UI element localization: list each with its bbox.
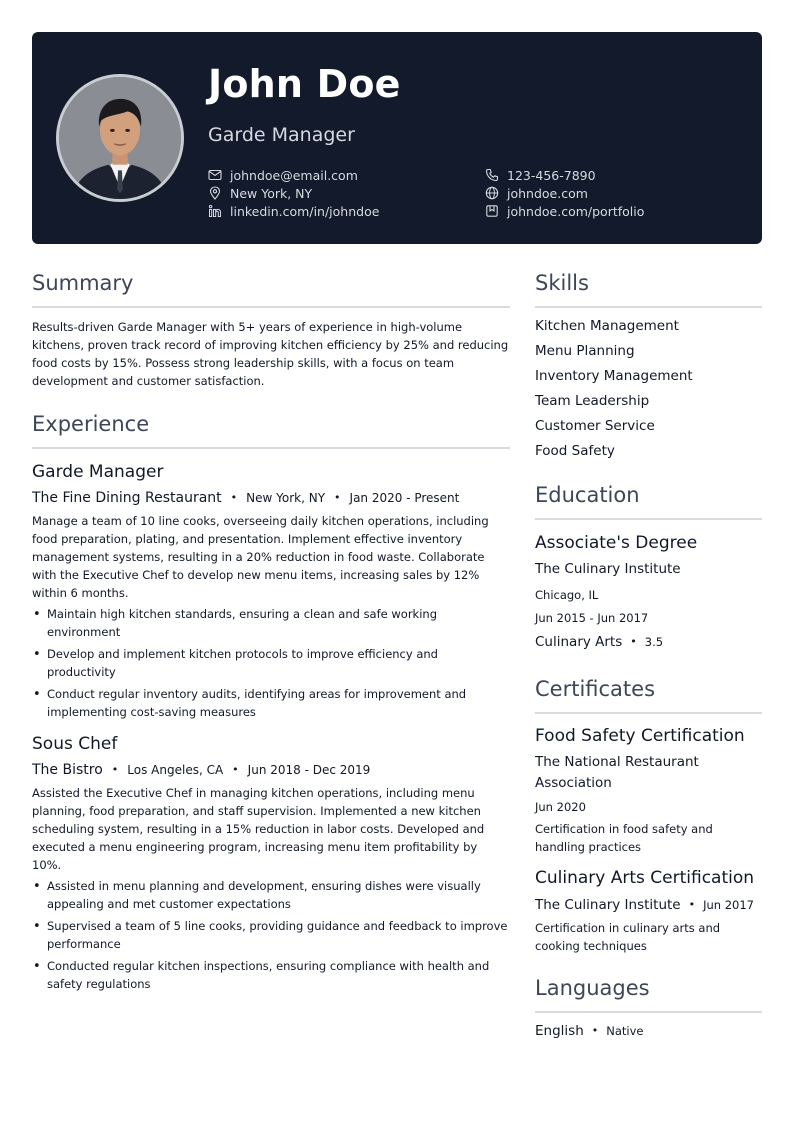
section-divider	[32, 306, 510, 308]
location-pin-icon	[208, 186, 222, 200]
section-divider	[535, 1011, 762, 1013]
education-gpa: 3.5	[644, 635, 664, 649]
education-field	[535, 632, 762, 652]
section-divider	[535, 306, 762, 308]
certificate-entry	[535, 723, 762, 856]
skills-section	[535, 268, 762, 464]
certificate-entry	[535, 865, 762, 955]
job-description: Assisted the Executive Chef in managing kitchen operations, including menu planning, food preparation, and staff supervision. Implemented a new kitchen scheduling system, resulting in a 15% reduction in labor costs. Developed and executed a menu engineering program, increasing menu item profitability by 10%.	[32, 786, 485, 872]
summary-text: Results-driven Garde Manager with 5+ years of experience in high-volume kitchens, proven track record of improving kitchen efficiency by 25% and reducing food costs by 15%. Possess strong leadership skills, with a focus on team development and customer satisfaction.	[32, 320, 509, 388]
separator-dot: •	[630, 635, 637, 648]
job-company: The Fine Dining Restaurant	[32, 490, 222, 506]
language-item	[535, 1021, 762, 1041]
person-portrait-icon	[59, 77, 181, 199]
job-dates: Jan 2020 - Present	[349, 491, 460, 505]
job-title: Garde Manager	[32, 462, 164, 482]
skill-item: Inventory Management	[535, 368, 693, 384]
job-title: Sous Chef	[32, 734, 118, 754]
contact-website-text: johndoe.com	[507, 185, 588, 201]
contact-linkedin-text: linkedin.com/in/johndoe	[230, 203, 380, 219]
candidate-title: Garde Manager	[208, 124, 355, 146]
certificate-date: Jun 2020	[535, 800, 586, 814]
contact-email-text: johndoe@email.com	[230, 167, 358, 183]
section-title-summary: Summary	[32, 271, 134, 295]
certificates-section	[535, 674, 762, 955]
education-field-name: Culinary Arts	[535, 634, 623, 650]
contact-linkedin[interactable]	[208, 202, 379, 220]
separator-dot: •	[111, 763, 119, 776]
certificate-issuer: The Culinary Institute	[535, 897, 681, 913]
job-meta	[32, 761, 510, 779]
section-title-skills: Skills	[535, 271, 589, 295]
education-location: Chicago, IL	[535, 588, 599, 602]
mail-icon	[208, 168, 222, 182]
skill-item: Kitchen Management	[535, 318, 679, 334]
job-bullets	[32, 877, 510, 993]
side-column	[535, 268, 762, 1041]
job-bullet: • Supervised a team of 5 line cooks, providing guidance and feedback to improve performance	[32, 917, 510, 953]
separator-dot: •	[232, 763, 239, 776]
globe-icon	[485, 186, 499, 200]
linkedin-icon	[208, 204, 222, 218]
separator-dot: •	[591, 1024, 599, 1037]
education-school: The Culinary Institute	[535, 561, 681, 577]
skill-item: Customer Service	[535, 418, 655, 434]
section-title-experience: Experience	[32, 412, 150, 436]
job-bullet: • Assisted in menu planning and development, ensuring dishes were visually appealing and met customer expectations	[32, 877, 510, 913]
education-section	[535, 480, 762, 652]
section-title-education: Education	[535, 483, 640, 507]
contact-location-text: New York, NY	[230, 185, 313, 201]
contact-email[interactable]	[208, 166, 358, 184]
section-divider	[535, 518, 762, 520]
job-bullet: • Conduct regular inventory audits, identifying areas for improvement and implementing cost-saving measures	[32, 685, 510, 721]
contact-location	[208, 184, 312, 202]
job-location: Los Angeles, CA	[127, 763, 224, 777]
separator-dot: •	[334, 491, 341, 504]
section-divider	[535, 712, 762, 714]
section-divider	[32, 447, 510, 449]
summary-section	[32, 268, 510, 390]
certificate-date: Jun 2017	[703, 898, 755, 912]
job-dates: Jun 2018 - Dec 2019	[247, 763, 371, 777]
main-column	[32, 268, 510, 997]
contact-phone[interactable]	[485, 166, 596, 184]
certificate-name: Food Safety Certification	[535, 726, 745, 746]
certificate-description: Certification in culinary arts and cooking techniques	[535, 921, 721, 953]
job-meta	[32, 489, 510, 507]
phone-icon	[485, 168, 499, 182]
skill-item: Team Leadership	[535, 393, 650, 409]
candidate-name: John Doe	[208, 62, 401, 106]
resume-header	[32, 32, 762, 244]
contact-phone-text: 123-456-7890	[507, 167, 596, 183]
section-title-certificates: Certificates	[535, 677, 656, 701]
skill-item: Menu Planning	[535, 343, 635, 359]
profile-photo	[56, 74, 184, 202]
certificate-meta	[535, 895, 762, 915]
contact-portfolio[interactable]	[485, 202, 644, 220]
portfolio-icon	[485, 204, 499, 218]
job-location: New York, NY	[246, 491, 326, 505]
job-bullet: • Develop and implement kitchen protocols to improve efficiency and productivity	[32, 645, 510, 681]
education-dates: Jun 2015 - Jun 2017	[535, 611, 649, 625]
job-bullet: • Maintain high kitchen standards, ensuring a clean and safe working environment	[32, 605, 510, 641]
skill-item: Food Safety	[535, 443, 615, 459]
job-entry	[32, 462, 510, 721]
languages-section	[535, 973, 762, 1041]
education-degree: Associate's Degree	[535, 533, 698, 553]
contact-portfolio-text: johndoe.com/portfolio	[507, 203, 645, 219]
experience-section	[32, 409, 510, 993]
job-bullets	[32, 605, 510, 721]
section-title-languages: Languages	[535, 976, 650, 1000]
certificate-name: Culinary Arts Certification	[535, 868, 755, 888]
job-entry	[32, 734, 510, 993]
certificate-issuer: The National Restaurant Association	[535, 754, 699, 791]
language-level: Native	[606, 1024, 644, 1038]
job-company: The Bistro	[32, 762, 103, 778]
separator-dot: •	[230, 491, 238, 504]
language-name: English	[535, 1023, 584, 1039]
job-bullet: • Conducted regular kitchen inspections, ensuring compliance with health and safety regulations	[32, 957, 510, 993]
contact-website[interactable]	[485, 184, 588, 202]
job-description: Manage a team of 10 line cooks, overseeing daily kitchen operations, including food preparation, plating, and presentation. Implement effective inventory management systems, resulting in a 20% reduction in food waste. Collaborate with the Executive Chef to develop new menu items, increasing sales by 12% within 6 months.	[32, 514, 489, 600]
certificate-description: Certification in food safety and handling practices	[535, 822, 713, 854]
separator-dot: •	[688, 898, 696, 911]
